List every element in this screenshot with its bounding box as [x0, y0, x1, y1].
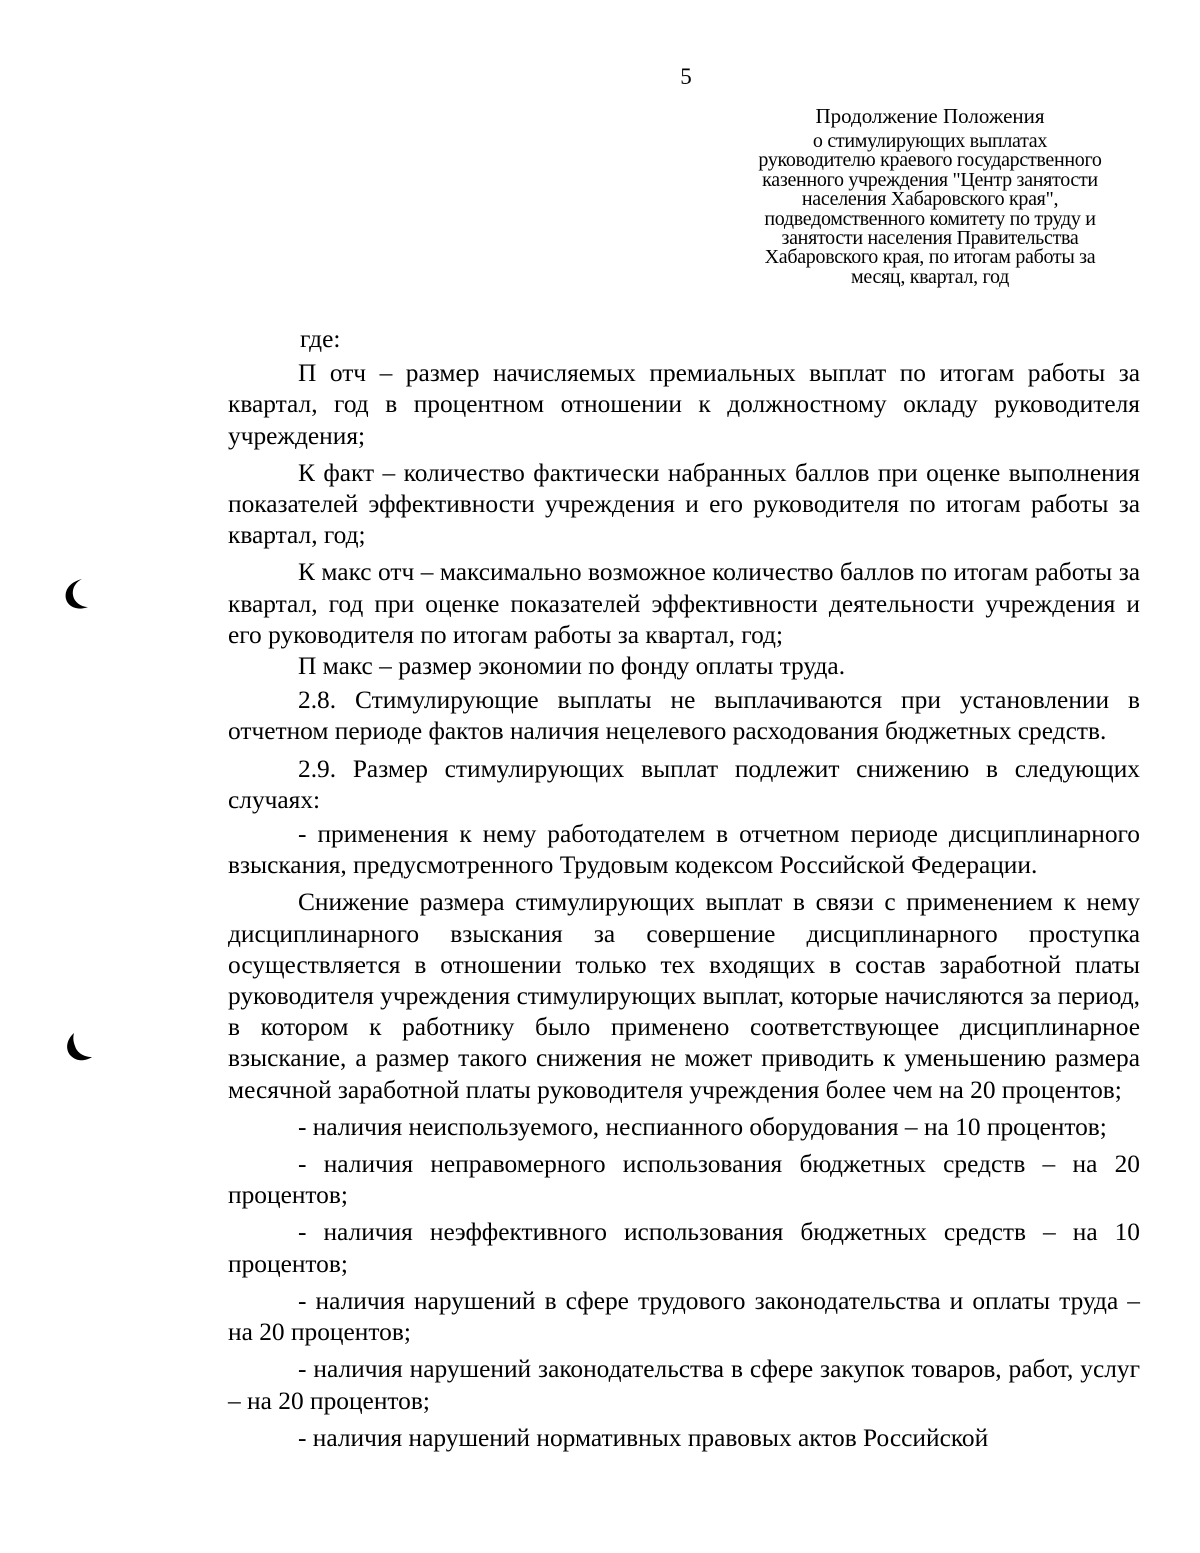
page-number: 5 — [680, 64, 692, 89]
header-line: руководителю краевого государственного — [758, 149, 1102, 172]
paragraph-k-fakt: К факт – количество фактически набранных баллов при оценке выполнения показателей эффективности учреждения и его руководителя по итогам работы за квартал, год; — [228, 458, 1140, 550]
paragraph-k-maks-otch: К макс отч – максимально возможное количество баллов по итогам работы за квартал, год при оценке показателей эффективности деятельности учреждения и его руководителя по итогам работы за квартал, год; — [228, 558, 1140, 649]
paragraph-p-otch: П отч – размер начисляемых премиальных выплат по итогам работы за квартал, год в процентном отношении к должностному окладу руководителя учреждения; — [228, 359, 1140, 450]
document-header — [700, 104, 1160, 287]
list-item-equipment: - наличия неиспользуемого, неспианного оборудования – на 10 процентов; — [298, 1112, 1107, 1141]
punch-hole-mark — [62, 576, 94, 612]
list-item-labor-law: - наличия нарушений в сфере трудового законодательства и оплаты труда – на 20 процентов; — [228, 1286, 1140, 1347]
punch-hole-mark — [62, 1030, 94, 1066]
list-item-procurement: - наличия нарушений законодательства в сфере закупок товаров, работ, услуг – на 20 процентов; — [228, 1355, 1140, 1415]
paragraph-2-8: 2.8. Стимулирующие выплаты не выплачиваются при установлении в отчетном периоде фактов наличия нецелевого расходования бюджетных средств. — [228, 686, 1140, 746]
paragraph-where: где: — [300, 325, 341, 353]
paragraph-2-9: 2.9. Размер стимулирующих выплат подлежит снижению в следующих случаях: — [228, 754, 1140, 814]
document-body — [228, 324, 1140, 1454]
header-line: казенного учреждения "Центр занятости — [762, 168, 1098, 191]
list-item-normative-acts: - наличия нарушений нормативных правовых актов Российской — [298, 1423, 989, 1452]
paragraph-p-maks: П макс – размер экономии по фонду оплаты труда. — [298, 652, 846, 681]
list-item-inefficient-use: - наличия неэффективного использования бюджетных средств – на 10 процентов; — [228, 1218, 1140, 1278]
list-item-disciplinary: - применения к нему работодателем в отчетном периоде дисциплинарного взыскания, предусмотренного Трудовым кодексом Российской Федерации. — [228, 820, 1140, 880]
header-title: Продолжение Положения — [815, 104, 1045, 128]
list-item-unlawful-use: - наличия неправомерного использования бюджетных средств – на 20 процентов; — [228, 1150, 1140, 1210]
paragraph-reduction: Снижение размера стимулирующих выплат в связи с применением к нему дисциплинарного взыскания за совершение дисциплинарного проступка осуществляется в отношении только тех входящих в состав заработной платы руководителя учреждения стимулирующих выплат, которые начисляются за период, в котором к работнику было применено соответствующее дисциплинарное взыскание, а размер такого снижения не может приводить к уменьшению размера месячной заработной платы руководителя учреждения более чем на 20 процентов; — [228, 888, 1140, 1104]
header-line: населения Хабаровского края", — [801, 188, 1059, 211]
header-line: месяц, квартал, год — [851, 265, 1009, 288]
header-line: подведомственного комитету по труду и — [764, 207, 1096, 230]
header-line: Хабаровского края, по итогам работы за — [764, 246, 1096, 269]
header-line: занятости населения Правительства — [781, 227, 1079, 250]
header-line: о стимулирующих выплатах — [812, 130, 1048, 152]
